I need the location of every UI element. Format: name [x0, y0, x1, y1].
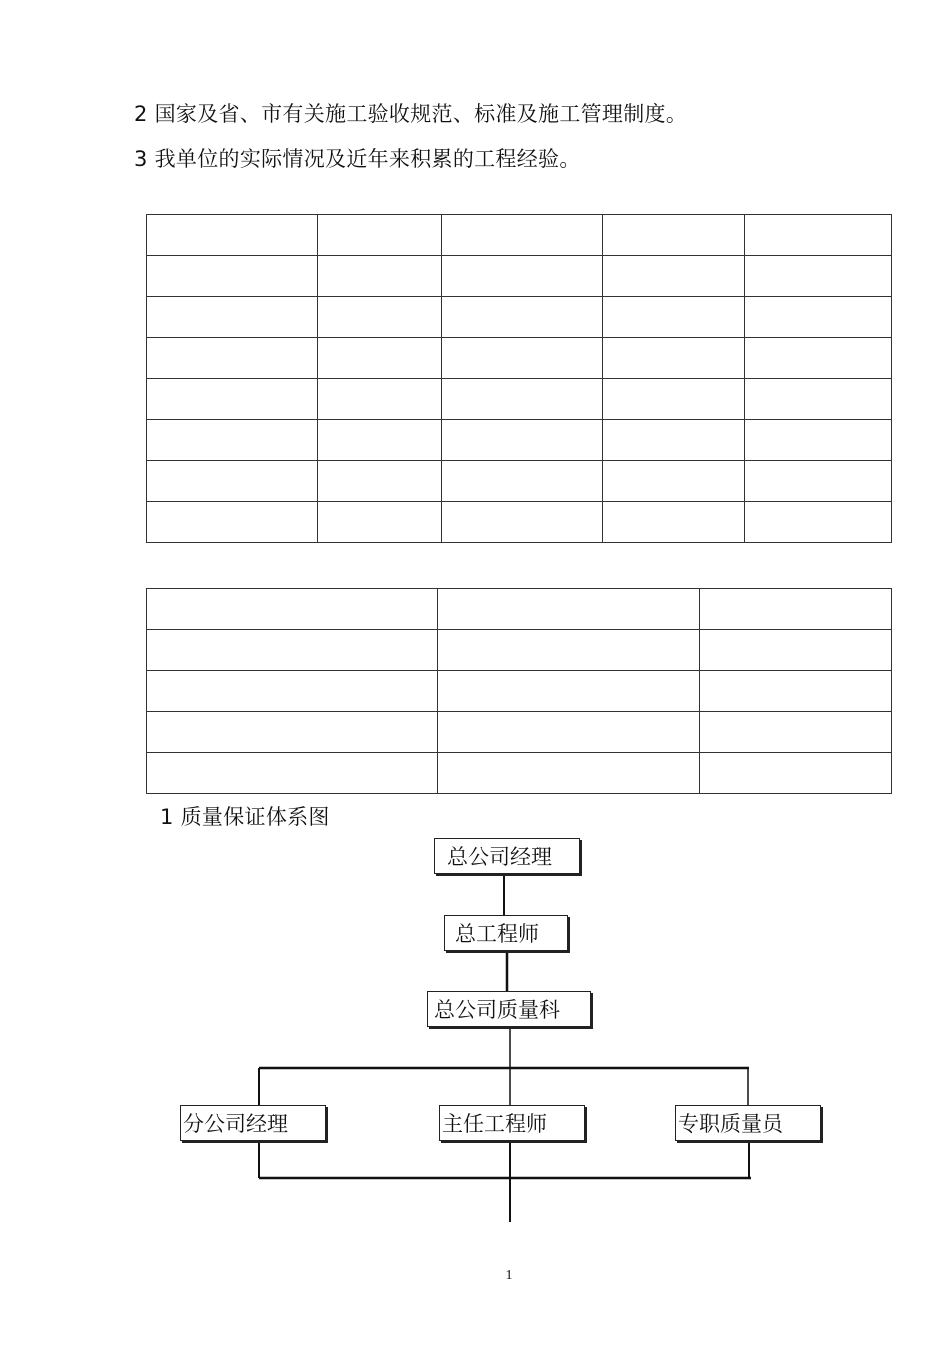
- org-node-lead-engineer: 主任工程师: [439, 1105, 585, 1141]
- org-node-general-manager: 总公司经理: [434, 838, 580, 874]
- page-number: 1: [505, 1268, 513, 1283]
- org-node-quality-department: 总公司质量科: [427, 991, 591, 1027]
- paragraph-item-3: 3 我单位的实际情况及近年来积累的工程经验。: [134, 147, 581, 171]
- org-node-branch-manager: 分公司经理: [180, 1105, 326, 1141]
- paragraph-item-2: 2 国家及省、市有关施工验收规范、标准及施工管理制度。: [134, 102, 688, 126]
- org-node-quality-inspector: 专职质量员: [675, 1105, 821, 1141]
- org-node-chief-engineer: 总工程师: [444, 915, 568, 951]
- diagram-caption: 1 质量保证体系图: [160, 805, 330, 829]
